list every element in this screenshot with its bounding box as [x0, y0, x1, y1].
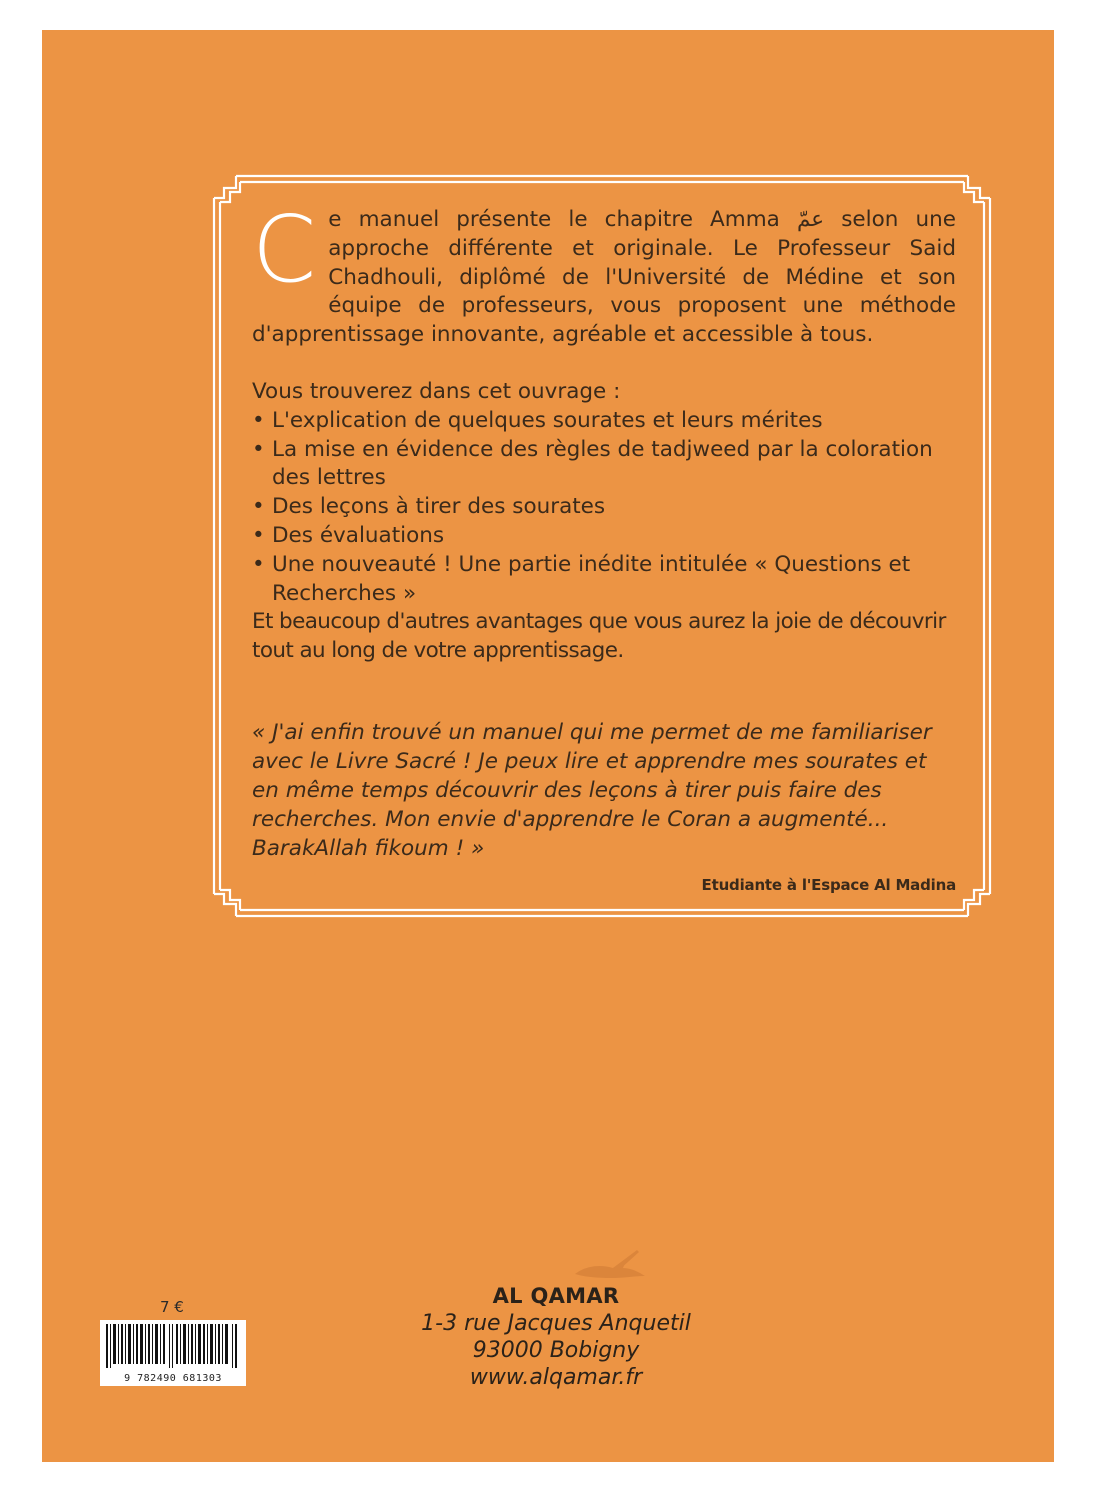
drop-cap: C: [252, 196, 317, 303]
testimonial-quote: « J'ai enfin trouvé un manuel qui me permet de me familiariser avec le Livre Sacré ! Je peux lire et apprendre mes sourates et en même temps découvrir des leçons à tirer puis faire des recherches. Mon envie d'apprendre le Coran a augmenté... BarakAllah fikoum ! »: [252, 719, 932, 861]
price-label: 7 €: [160, 1298, 184, 1316]
publisher-website[interactable]: www.alqamar.fr: [469, 1365, 643, 1390]
list-item: • Une nouveauté ! Une partie inédite intitulée « Questions et Recherches »: [252, 551, 956, 609]
contents-list: [252, 407, 956, 609]
list-item: • L'explication de quelques sourates et leurs mérites: [252, 407, 956, 436]
publisher-address-line1: 1-3 rue Jacques Anquetil: [421, 1311, 691, 1336]
intro-paragraph: e manuel présente le chapitre Amma عمّ selon une approche différente et originale. Le Professeur Said Chadhouli, diplômé de l'Université de Médine et son équipe de professeurs, vous proposent une méthode d'apprentissage innovante, agréable et accessible à tous.: [252, 207, 956, 348]
isbn-number: 9 782490 681303: [124, 1373, 222, 1384]
list-item: • Des leçons à tirer des sourates: [252, 493, 956, 522]
publisher-address-line2: 93000 Bobigny: [472, 1338, 640, 1363]
testimonial-attribution: Etudiante à l'Espace Al Madina: [701, 875, 956, 894]
book-back-cover: [42, 30, 1054, 1462]
list-item: • Des évaluations: [252, 522, 956, 551]
list-item: • La mise en évidence des règles de tadjweed par la coloration des lettres: [252, 436, 956, 494]
closing-text: Et beaucoup d'autres avantages que vous aurez la joie de découvrir tout au long de votre apprentissage.: [252, 609, 946, 664]
description-frame: [214, 176, 990, 916]
contents-intro: Vous trouverez dans cet ouvrage :: [252, 378, 621, 404]
publisher-name: AL QAMAR: [492, 1284, 620, 1308]
barcode: [100, 1320, 246, 1386]
barcode-icon: [106, 1324, 240, 1368]
description-block: [252, 196, 956, 900]
publisher-block: [396, 1282, 716, 1391]
